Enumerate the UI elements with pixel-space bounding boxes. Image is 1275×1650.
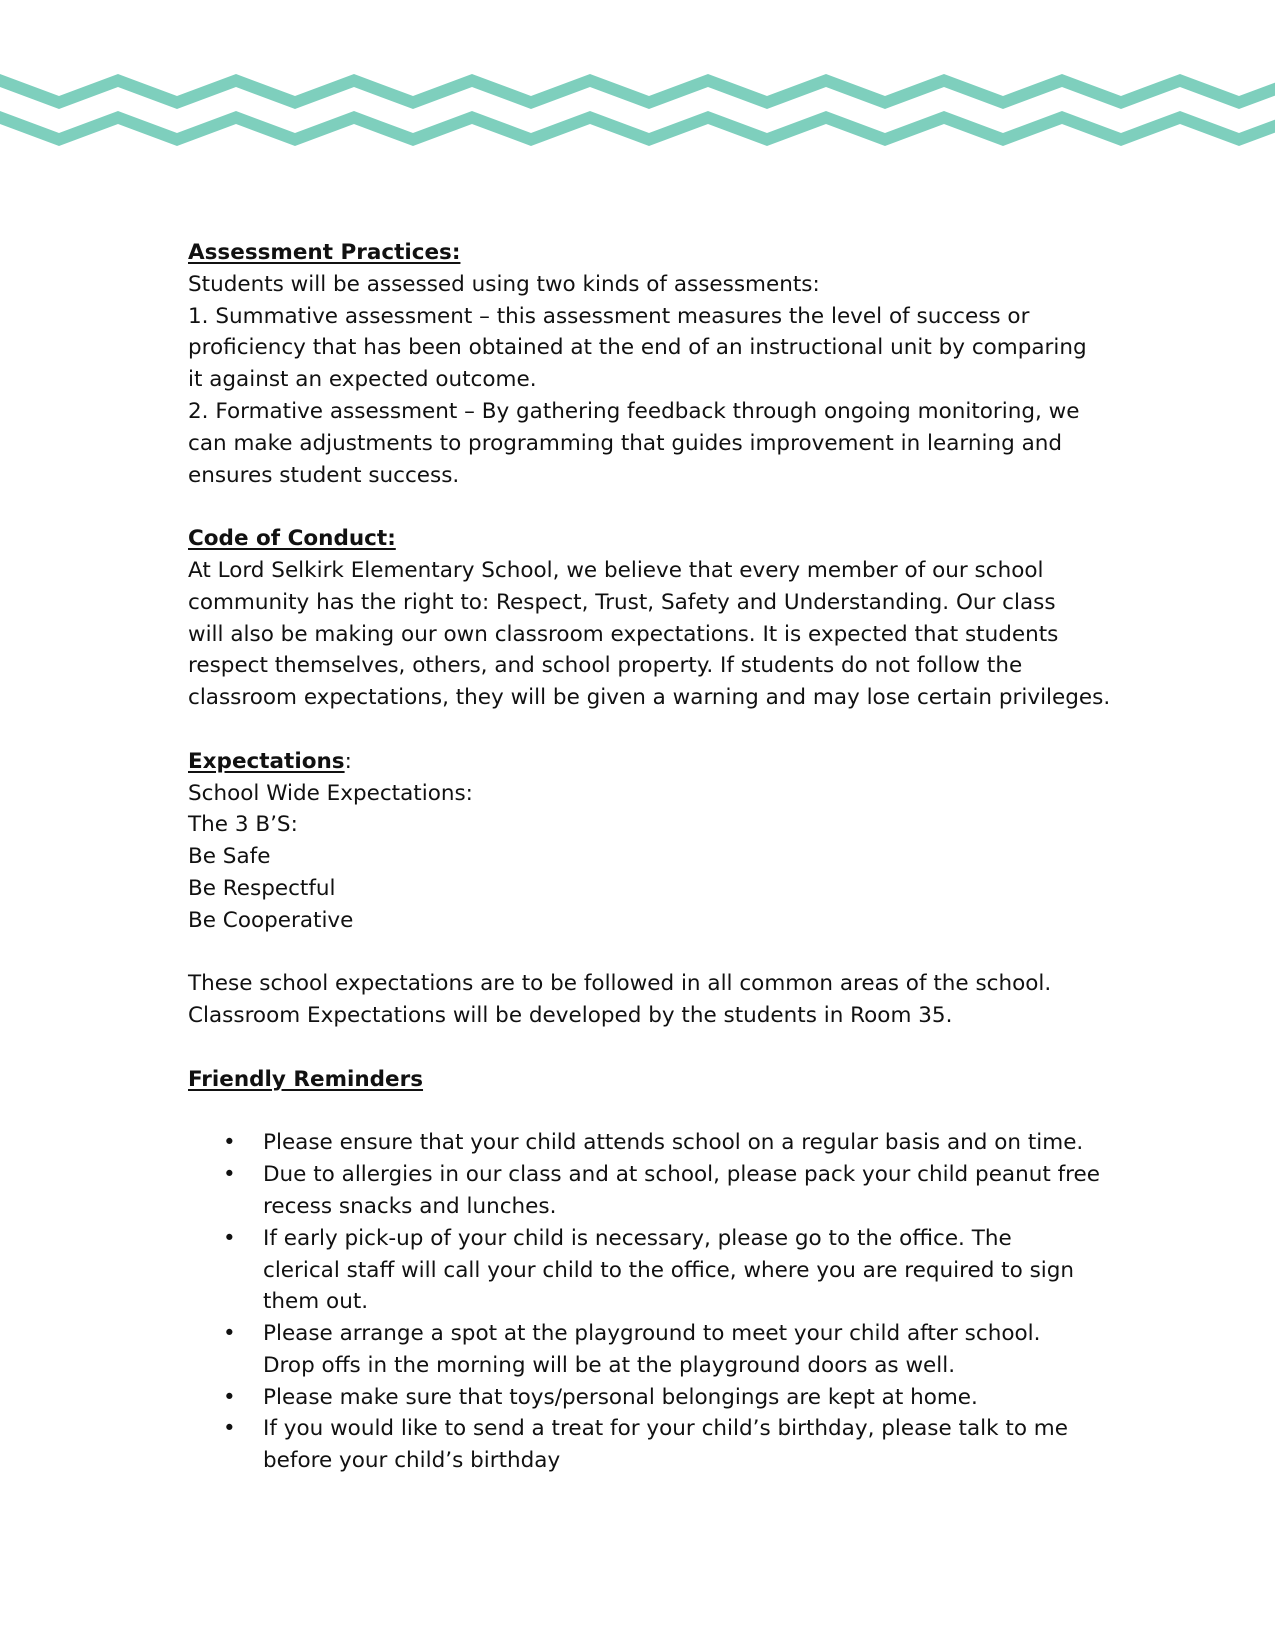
conduct-section xyxy=(188,523,1111,714)
expectations-title: Expectations xyxy=(188,748,345,774)
assessment-line: ensures student success. xyxy=(188,462,460,488)
conduct-line: will also be making our own classroom expectations. It is expected that students xyxy=(188,621,1059,647)
list-item xyxy=(188,1127,1088,1159)
expectations-colon: : xyxy=(344,748,352,774)
assessment-line: 2. Formative assessment – By gathering feedback through ongoing monitoring, we xyxy=(188,398,1080,424)
conduct-title: Code of Conduct: xyxy=(188,526,396,552)
list-item-line: • Due to allergies in our class and at school, please pack your child peanut free xyxy=(263,1162,1100,1188)
assessment-line: Students will be assessed using two kinds of assessments: xyxy=(188,271,820,297)
list-item-line: • If early pick-up of your child is necessary, please go to the office. The xyxy=(263,1225,1012,1251)
conduct-line: respect themselves, others, and school property. If students do not follow the xyxy=(188,653,1023,679)
list-item-line: • Please arrange a spot at the playground to meet your child after school. xyxy=(263,1321,1041,1347)
list-item xyxy=(188,1382,1088,1414)
conduct-line: community has the right to: Respect, Trust, Safety and Understanding. Our class xyxy=(188,589,1056,615)
list-item-line: before your child’s birthday xyxy=(263,1448,561,1474)
expectations-followup-line: Classroom Expectations will be developed by the students in Room 35. xyxy=(188,1003,953,1029)
expectations-line: Be Safe xyxy=(188,844,271,870)
reminders-title: Friendly Reminders xyxy=(188,1066,424,1092)
reminders-section xyxy=(188,1064,1100,1477)
expectations-line: School Wide Expectations: xyxy=(188,780,473,806)
assessment-line: can make adjustments to programming that guides improvement in learning and xyxy=(188,430,1063,456)
assessment-section xyxy=(188,237,1088,491)
expectations-heading xyxy=(188,746,1088,778)
expectations-line: Be Cooperative xyxy=(188,907,354,933)
list-item-line: • If you would like to send a treat for your child’s birthday, please talk to me xyxy=(263,1416,1068,1442)
expectations-followup-line: These school expectations are to be followed in all common areas of the school. xyxy=(188,971,1052,997)
list-item xyxy=(188,1223,1088,1318)
list-item xyxy=(188,1318,1088,1382)
conduct-line: classroom expectations, they will be given a warning and may lose certain privileges. xyxy=(188,685,1111,711)
list-item-line: clerical staff will call your child to the office, where you are required to sign xyxy=(263,1257,1075,1283)
list-item-line: recess snacks and lunches. xyxy=(263,1193,557,1219)
assessment-title: Assessment Practices: xyxy=(188,240,461,265)
conduct-line: At Lord Selkirk Elementary School, we believe that every member of our school xyxy=(188,557,1044,583)
chevron-banner xyxy=(0,70,1275,150)
assessment-line: it against an expected outcome. xyxy=(188,367,537,393)
list-item-line: • Please make sure that toys/personal belongings are kept at home. xyxy=(263,1384,978,1410)
expectations-section xyxy=(188,746,1088,1032)
expectations-line: Be Respectful xyxy=(188,875,336,901)
assessment-line: proficiency that has been obtained at the end of an instructional unit by comparing xyxy=(188,335,1087,361)
list-item-line: them out. xyxy=(263,1289,369,1315)
document-body xyxy=(188,237,1111,1477)
expectations-line: The 3 B’S: xyxy=(188,812,298,838)
list-item xyxy=(188,1159,1100,1223)
list-item-line: • Please ensure that your child attends school on a regular basis and on time. xyxy=(263,1130,1084,1156)
list-item-line: Drop offs in the morning will be at the playground doors as well. xyxy=(263,1352,956,1378)
assessment-line: 1. Summative assessment – this assessment measures the level of success or xyxy=(188,303,1030,329)
chevron-stripes xyxy=(0,74,1275,146)
list-item xyxy=(188,1413,1088,1477)
reminders-list xyxy=(188,1127,1100,1477)
